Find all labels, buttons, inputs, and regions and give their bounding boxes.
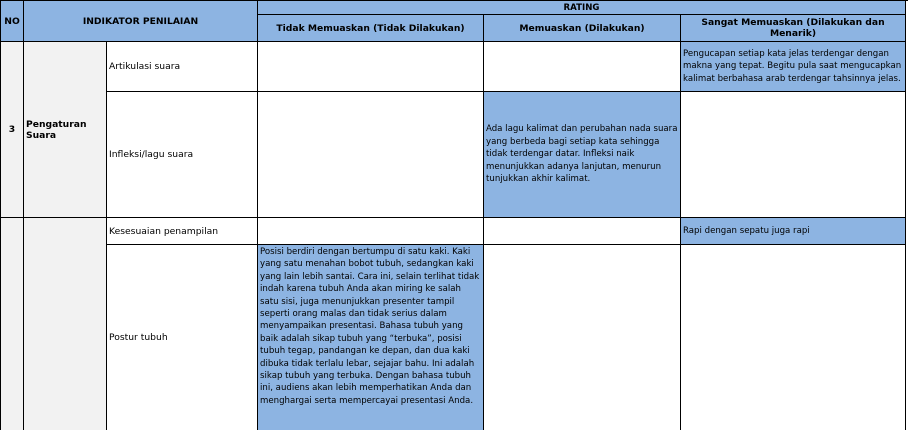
kesesuaian-sangat-cell[interactable] [681,218,906,245]
infleksi-sangat-cell[interactable] [681,92,906,218]
artikulasi-sangat-cell[interactable] [681,42,906,92]
row-no-cell[interactable] [0,218,24,430]
infleksi-tidak-cell[interactable] [258,92,484,218]
header-rating[interactable]: RATING [258,1,906,15]
artikulasi-memuaskan-cell[interactable] [484,42,681,92]
indicator-postur-tubuh[interactable]: Postur tubuh [107,245,258,430]
kesesuaian-sangat-text: Rapi dengan sepatu juga rapi [683,225,810,236]
artikulasi-sangat-text: Pengucapan setiap kata jelas terdengar dengan makna yang tepat. Begitu pula saat mengucapkan kalimat berbahasa arab terdengar tahsinnya jelas. [683,48,902,84]
indicator-artikulasi-suara[interactable]: Artikulasi suara [107,42,258,92]
postur-memuaskan-cell[interactable] [484,245,681,430]
kesesuaian-memuaskan-cell[interactable] [484,218,681,245]
infleksi-memuaskan-cell[interactable] [484,92,681,218]
artikulasi-tidak-cell[interactable] [258,42,484,92]
header-no[interactable]: NO [0,1,24,42]
postur-sangat-cell[interactable] [681,245,906,430]
header-indikator[interactable]: INDIKATOR PENILAIAN [24,1,258,42]
postur-tidak-text: Posisi berdiri dengan bertumpu di satu kaki. Kaki yang satu menahan bobot tubuh, sedangkan kaki yang lain lebih santai. Cara ini, selain terlihat tidak indah karena tubuh Anda akan miring ke salah satu sisi, juga menunjukkan presenter tampil seperti orang malas dan tidak serius dalam menyampaikan presentasi. Bahasa tubuh yang baik adalah sikap tubuh yang “terbuka”, posisi tubuh tegap, pandangan ke depan, dan dua kaki dibuka tidak terlalu lebar, sejajar bahu. Ini adalah sikap tubuh yang terbuka. Dengan bahasa tubuh ini, audiens akan lebih memperhatikan Anda dan menghargai serta mempercayai presentasi Anda. [260,247,480,406]
kesesuaian-tidak-cell[interactable] [258,218,484,245]
header-memuaskan[interactable]: Memuaskan (Dilakukan) [484,15,681,42]
row-no-cell[interactable]: 3 [0,42,24,218]
postur-tidak-cell[interactable] [258,245,484,430]
indicator-kesesuaian-penampilan[interactable]: Kesesuaian penampilan [107,218,258,245]
row-category-cell[interactable]: Pengaturan Suara [24,42,107,218]
header-tidak-memuaskan[interactable]: Tidak Memuaskan (Tidak Dilakukan) [258,15,484,42]
row-category-cell[interactable] [24,218,107,430]
indicator-infleksi-lagu-suara[interactable]: Infleksi/lagu suara [107,92,258,218]
infleksi-memuaskan-text: Ada lagu kalimat dan perubahan nada suara yang berbeda bagi setiap kata sehingga tidak terdengar datar. Infleksi naik menunjukkan adanya lanjutan, menurun tunjukkan akhir kalimat. [486,124,678,185]
header-sangat-memuaskan[interactable]: Sangat Memuaskan (Dilakukan dan Menarik) [681,15,906,42]
